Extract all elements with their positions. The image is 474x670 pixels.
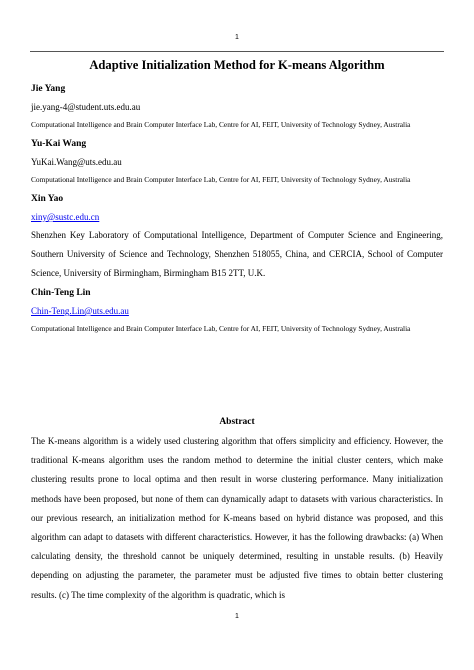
page-number-bottom: 1: [235, 613, 239, 620]
author-affiliation: Computational Intelligence and Brain Computer Interface Lab, Centre for AI, FEIT, University of Technology Sydney, Australia: [31, 175, 411, 184]
author-affiliation: Computational Intelligence and Brain Computer Interface Lab, Centre for AI, FEIT, University of Technology Sydney, Australia: [31, 324, 411, 333]
author-name: Jie Yang: [31, 84, 66, 94]
author-name: Yu-Kai Wang: [31, 139, 87, 149]
author-affiliation: Computational Intelligence and Brain Computer Interface Lab, Centre for AI, FEIT, University of Technology Sydney, Australia: [31, 120, 411, 129]
abstract-body: The K-means algorithm is a widely used clustering algorithm that offers simplicity and efficiency. However, the traditional K-means algorithm uses the random method to determine the initial cluster centers, which make clustering results prone to local optima and then result in worse clustering performance. Many initialization methods have been proposed, but none of them can dynamically adapt to datasets with various characteristics. In our previous research, an initialization method for K-means based on hybrid distance was proposed, and this algorithm can adapt to datasets with different characteristics. However, it has the following drawbacks: (a) When calculating density, the threshold cannot be uniquely determined, resulting in unstable results. (b) Heavily depending on adjusting the parameter, the parameter must be adjusted five times to obtain better clustering results. (c) The time complexity of the algorithm is quadratic, which is: [31, 436, 443, 600]
author-affiliation: Shenzhen Key Laboratory of Computational Intelligence, Department of Computer Science and Engineering, Southern University of Science and Technology, Shenzhen 518055, China, and CERCIA, School of Computer Science, University of Birmingham, Birmingham B15 2TT, U.K.: [31, 230, 443, 278]
paper-title: Adaptive Initialization Method for K-means Algorithm: [89, 58, 385, 72]
page-number-top: 1: [235, 34, 239, 41]
author-block: [31, 83, 443, 338]
author-name: Xin Yao: [31, 194, 64, 204]
abstract-heading: Abstract: [219, 417, 255, 427]
header-rule: [30, 51, 444, 52]
author-email: jie.yang-4@student.uts.edu.au: [31, 102, 141, 112]
author-email-link[interactable]: xiny@sustc.edu.cn: [31, 212, 100, 222]
author-name: Chin-Teng Lin: [31, 288, 91, 298]
author-email: YuKai.Wang@uts.edu.au: [31, 157, 122, 167]
author-email-link[interactable]: Chin-Teng.Lin@uts.edu.au: [31, 306, 129, 316]
